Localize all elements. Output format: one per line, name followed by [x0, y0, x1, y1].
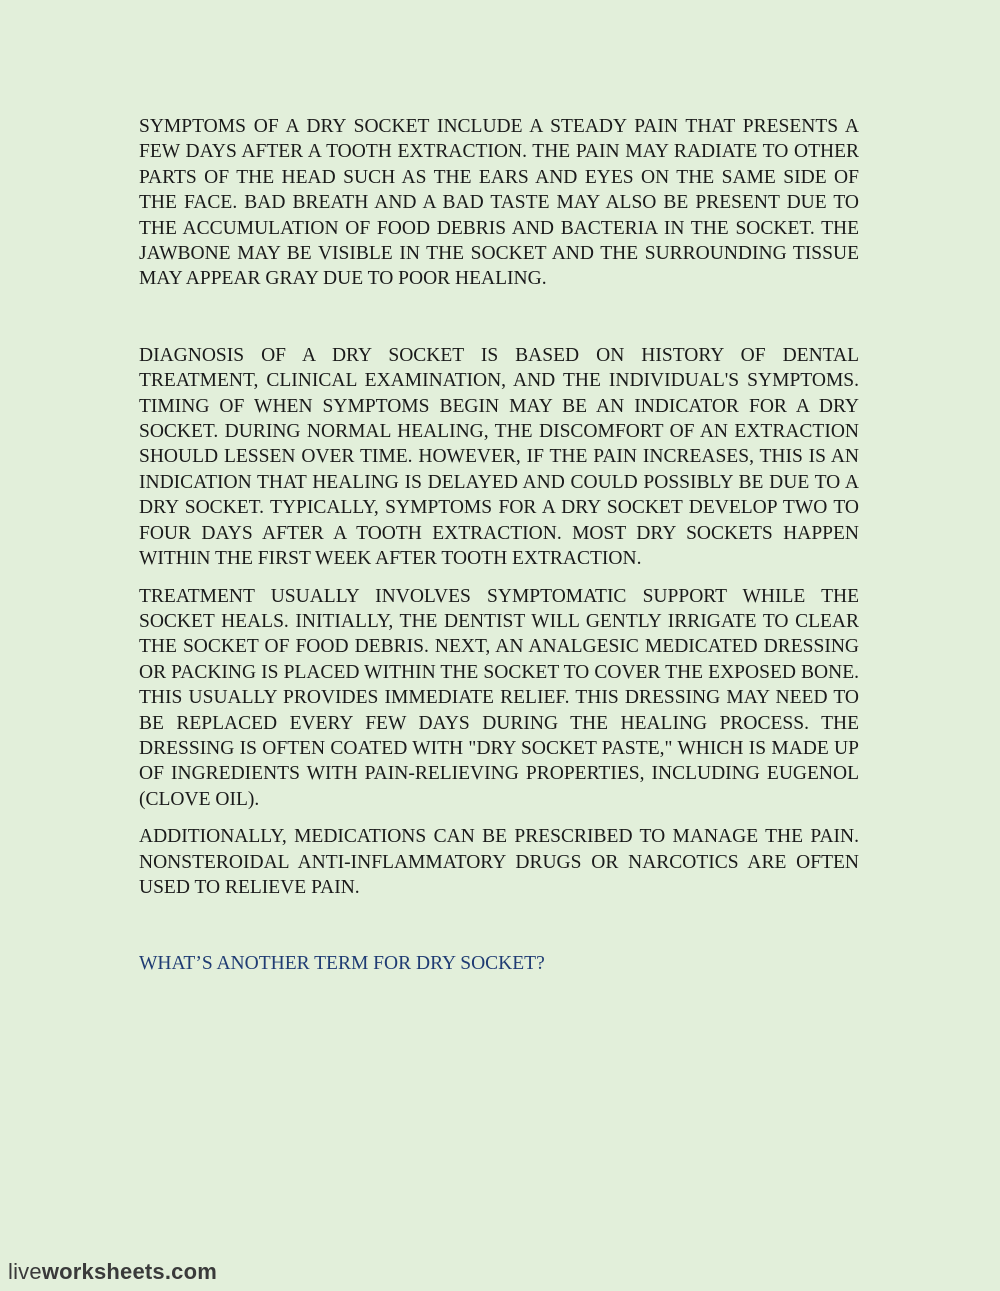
- question-text: WHAT’S ANOTHER TERM FOR DRY SOCKET?: [139, 953, 545, 975]
- paragraph-diagnosis: DIAGNOSIS OF A DRY SOCKET IS BASED ON HISTORY OF DENTAL TREATMENT, CLINICAL EXAMINATION, AND THE INDIVIDUAL'S SYMPTOMS. TIMING OF WHEN SYMPTOMS BEGIN MAY BE AN INDICATOR FOR A DRY SOCKET. DURING NORMAL HEALING, THE DISCOMFORT OF AN EXTRACTION SHOULD LESSEN OVER TIME. HOWEVER, IF THE PAIN INCREASES, THIS IS AN INDICATION THAT HEALING IS DELAYED AND COULD POSSIBLY BE DUE TO A DRY SOCKET. TYPICALLY, SYMPTOMS FOR A DRY SOCKET DEVELOP TWO TO FOUR DAYS AFTER A TOOTH EXTRACTION. MOST DRY SOCKETS HAPPEN WITHIN THE FIRST WEEK AFTER TOOTH EXTRACTION.: [139, 344, 859, 570]
- paragraph-treatment: TREATMENT USUALLY INVOLVES SYMPTOMATIC SUPPORT WHILE THE SOCKET HEALS. INITIALLY, THE DENTIST WILL GENTLY IRRIGATE TO CLEAR THE SOCKET OF FOOD DEBRIS. NEXT, AN ANALGESIC MEDICATED DRESSING OR PACKING IS PLACED WITHIN THE SOCKET TO COVER THE EXPOSED BONE. THIS USUALLY PROVIDES IMMEDIATE RELIEF. THIS DRESSING MAY NEED TO BE REPLACED EVERY FEW DAYS DURING THE HEALING PROCESS. THE DRESSING IS OFTEN COATED WITH "DRY SOCKET PASTE," WHICH IS MADE UP OF INGREDIENTS WITH PAIN-RELIEVING PROPERTIES, INCLUDING EUGENOL (CLOVE OIL).: [139, 585, 859, 810]
- paragraph-medications: ADDITIONALLY, MEDICATIONS CAN BE PRESCRIBED TO MANAGE THE PAIN. NONSTEROIDAL ANTI-INFLAMMATORY DRUGS OR NARCOTICS ARE OFTEN USED TO RELIEVE PAIN.: [139, 826, 859, 898]
- logo-text-suffix: .com: [164, 1259, 218, 1284]
- liveworksheets-logo: [8, 1259, 217, 1285]
- logo-text-worksheets: worksheets: [41, 1259, 165, 1284]
- logo-text-live: live: [8, 1259, 42, 1284]
- paragraph-symptoms: SYMPTOMS OF A DRY SOCKET INCLUDE A STEADY PAIN THAT PRESENTS A FEW DAYS AFTER A TOOTH EXTRACTION. THE PAIN MAY RADIATE TO OTHER PARTS OF THE HEAD SUCH AS THE EARS AND EYES ON THE SAME SIDE OF THE FACE. BAD BREATH AND A BAD TASTE MAY ALSO BE PRESENT DUE TO THE ACCUMULATION OF FOOD DEBRIS AND BACTERIA IN THE SOCKET. THE JAWBONE MAY BE VISIBLE IN THE SOCKET AND THE SURROUNDING TISSUE MAY APPEAR GRAY DUE TO POOR HEALING.: [139, 116, 859, 290]
- worksheet-page: [139, 114, 859, 977]
